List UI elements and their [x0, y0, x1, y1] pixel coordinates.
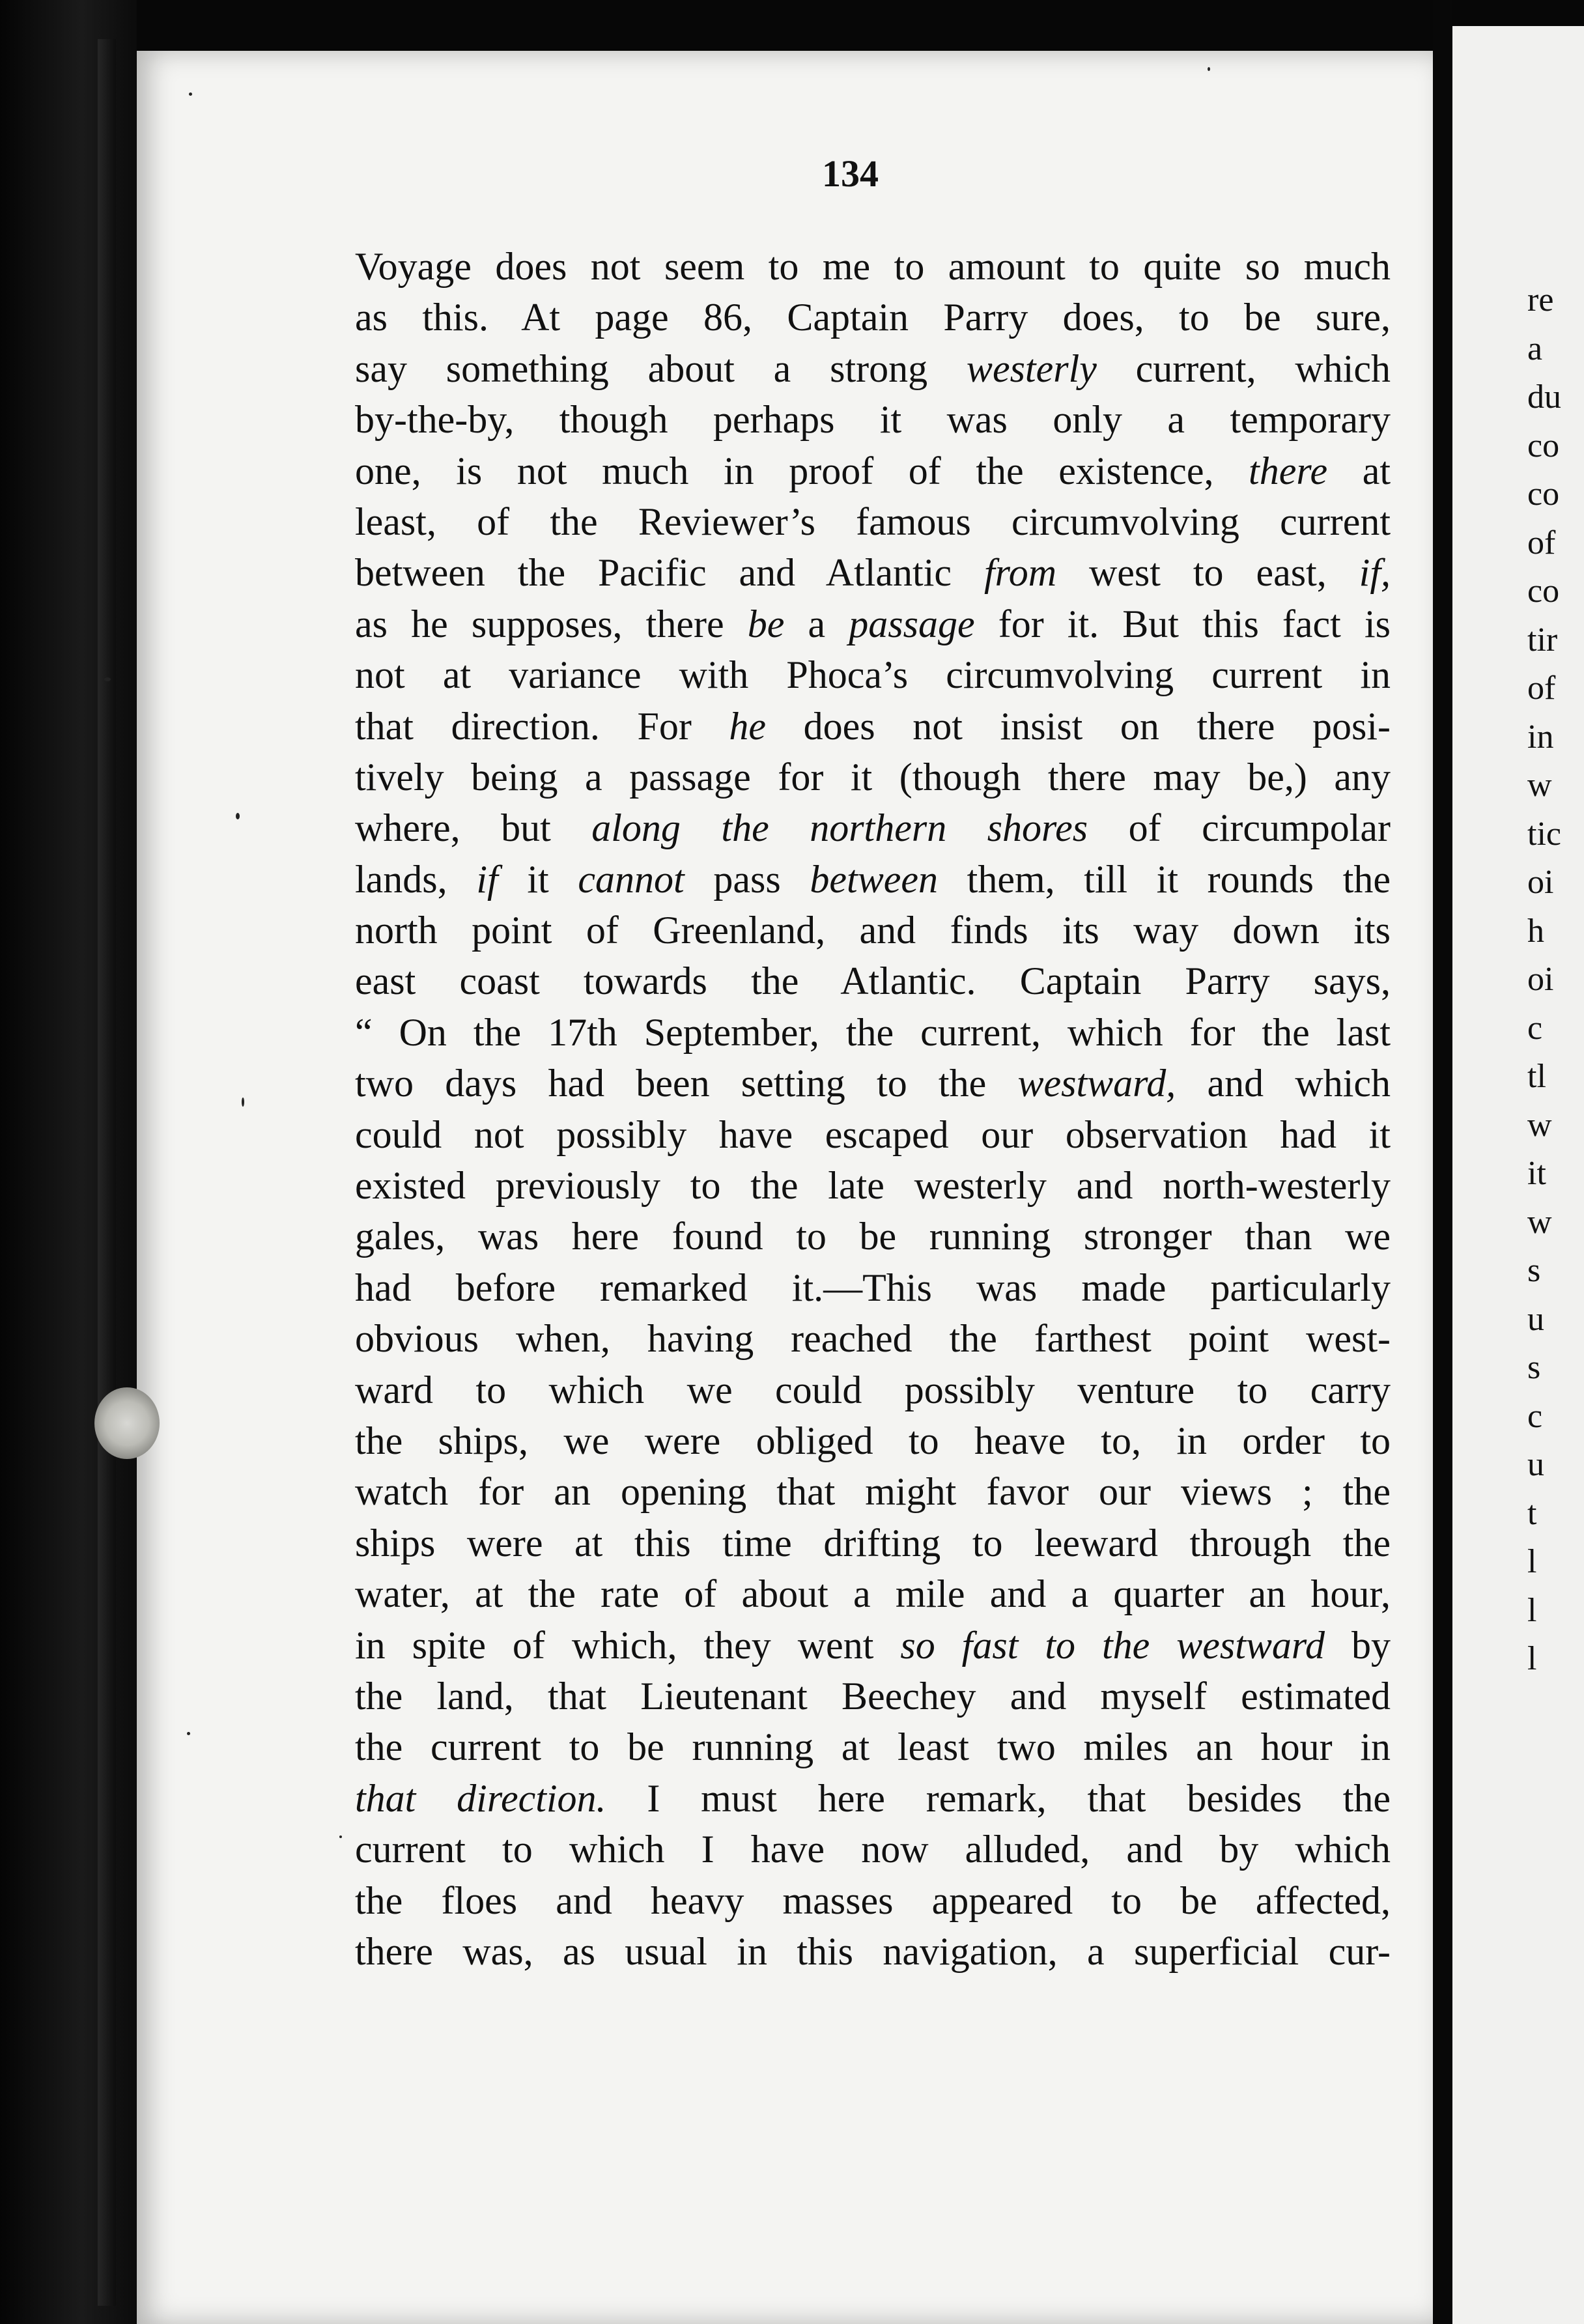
text-line: [355, 1058, 1391, 1109]
facing-page-line: a: [1527, 330, 1543, 367]
facing-page-line: co: [1527, 475, 1560, 513]
text-line: [355, 1007, 1391, 1058]
text-line: [355, 956, 1391, 1006]
italic-text: from: [983, 551, 1057, 595]
text-line: [355, 701, 1391, 752]
text-line: [355, 446, 1391, 496]
text-line: [355, 1211, 1391, 1262]
italic-text: if,: [1359, 551, 1391, 595]
text-segment: existed previously to the late westerly and north-westerly: [355, 1164, 1391, 1208]
binding-edge: [98, 39, 116, 2306]
page-number: 134: [822, 152, 879, 195]
text-line: [355, 496, 1391, 547]
text-segment: west to east,: [1056, 551, 1359, 595]
text-segment: current to which I have now alluded, and by which: [355, 1828, 1391, 1871]
text-segment: “ On the 17th September, the current, which for the last: [355, 1010, 1391, 1054]
text-segment: the ships, we were obliged to heave to, in order to: [355, 1419, 1391, 1462]
facing-page-line: of: [1527, 524, 1556, 561]
text-line: [355, 1671, 1391, 1722]
italic-text: between: [810, 857, 938, 901]
text-segment: as he supposes, there: [355, 602, 748, 645]
italic-text: be: [747, 602, 785, 645]
text-segment: between the Pacific and Atlantic: [355, 551, 984, 595]
italic-text: cannot: [578, 857, 685, 901]
facing-page-line: t: [1527, 1494, 1537, 1532]
text-line: [355, 1518, 1391, 1568]
text-segment: watch for an opening that might favor our views ; the: [355, 1470, 1391, 1514]
text-line: [355, 1365, 1391, 1415]
text-segment: current, which: [1096, 347, 1391, 390]
page-speck: [236, 813, 240, 819]
italic-text: that direction.: [355, 1776, 606, 1820]
text-line: [355, 1926, 1391, 1977]
facing-page-line: l: [1527, 1640, 1537, 1677]
page-stain: [94, 1387, 160, 1459]
text-line: [355, 1466, 1391, 1517]
text-segment: least, of the Reviewer’s famous circumvolving current: [355, 500, 1391, 543]
text-segment: ward to which we could possibly venture to carry: [355, 1368, 1391, 1411]
italic-text: westward,: [1017, 1062, 1176, 1105]
text-segment: lands,: [355, 857, 477, 901]
text-line: [355, 1824, 1391, 1875]
italic-text: if: [476, 857, 498, 901]
italic-text: there: [1249, 449, 1328, 492]
text-segment: the land, that Lieutenant Beechey and myself estimated: [355, 1674, 1391, 1718]
text-line: [355, 1722, 1391, 1772]
text-segment: does not insist on there posi-: [766, 704, 1391, 748]
page-gutter: [1433, 0, 1452, 2324]
facing-page-line: tir: [1527, 621, 1558, 659]
facing-page-line: tic: [1527, 815, 1561, 853]
text-line: [355, 1568, 1391, 1619]
facing-page-line: c: [1527, 1009, 1543, 1047]
text-line: [355, 1415, 1391, 1466]
italic-text: along the northern shores: [591, 806, 1088, 850]
text-segment: gales, was here found to be running stronger than we: [355, 1215, 1391, 1258]
text-line: [355, 1262, 1391, 1313]
page-speck: [339, 1835, 342, 1838]
text-segment: water, at the rate of about a mile and a quarter an hour,: [355, 1572, 1391, 1616]
text-segment: the floes and heavy masses appeared to be affected,: [355, 1878, 1391, 1922]
facing-page-line: oi: [1527, 961, 1554, 998]
facing-page-line: oi: [1527, 864, 1554, 901]
facing-page-line: of: [1527, 670, 1556, 707]
text-line: [355, 343, 1391, 394]
text-segment: by-the-by, though perhaps it was only a temporary: [355, 398, 1391, 442]
facing-page-line: l: [1527, 1591, 1537, 1629]
text-line: [355, 1875, 1391, 1926]
text-segment: and which: [1176, 1062, 1391, 1105]
facing-page-line: co: [1527, 427, 1560, 464]
text-segment: for it. But this fact is: [974, 602, 1391, 645]
text-segment: pass: [684, 857, 810, 901]
text-segment: of circumpolar: [1088, 806, 1391, 850]
text-segment: one, is not much in proof of the existence,: [355, 449, 1249, 492]
text-segment: east coast towards the Atlantic. Captain Parry says,: [355, 959, 1391, 1003]
facing-page-line: c: [1527, 1397, 1543, 1435]
text-line: [355, 752, 1391, 802]
text-line: [355, 599, 1391, 649]
facing-page-line: in: [1527, 718, 1554, 756]
facing-page-line: s: [1527, 1349, 1541, 1386]
text-line: [355, 292, 1391, 343]
page-speck: [1208, 67, 1210, 71]
facing-page: [1452, 26, 1584, 2324]
text-segment: it: [498, 857, 578, 901]
text-line: [355, 905, 1391, 956]
text-segment: where, but: [355, 806, 592, 850]
text-line: [355, 1620, 1391, 1671]
text-line: [355, 1773, 1391, 1824]
text-segment: a: [784, 602, 849, 645]
page-speck: [242, 1098, 244, 1107]
page-speck: [189, 92, 192, 96]
text-line: [355, 649, 1391, 700]
text-line: [355, 394, 1391, 445]
text-segment: not at variance with Phoca’s circumvolving current in: [355, 653, 1391, 697]
text-segment: say something about a strong: [355, 347, 967, 390]
text-line: [355, 802, 1391, 853]
facing-page-line: re: [1527, 281, 1554, 319]
book-binding: [0, 0, 137, 2324]
text-segment: ships were at this time drifting to leeward through the: [355, 1521, 1391, 1565]
text-segment: at: [1327, 449, 1391, 492]
italic-text: so fast to the westward: [900, 1623, 1325, 1667]
facing-page-line: s: [1527, 1252, 1541, 1289]
facing-page-line: w: [1527, 1203, 1552, 1241]
text-segment: by: [1325, 1623, 1391, 1667]
text-line: [355, 547, 1391, 598]
text-segment: there was, as usual in this navigation, a superficial cur-: [355, 1929, 1391, 1973]
text-segment: two days had been setting to the: [355, 1062, 1018, 1105]
text-segment: north point of Greenland, and finds its way down its: [355, 909, 1391, 952]
facing-page-line: u: [1527, 1446, 1544, 1483]
text-segment: the current to be running at least two miles an hour in: [355, 1725, 1391, 1769]
page-body-text: [355, 241, 1391, 1977]
text-line: [355, 854, 1391, 905]
text-segment: obvious when, having reached the farthest point west-: [355, 1317, 1391, 1361]
facing-page-line: w: [1527, 1106, 1552, 1144]
facing-page-line: it: [1527, 1155, 1546, 1192]
text-segment: I must here remark, that besides the: [606, 1776, 1391, 1820]
facing-page-line: du: [1527, 378, 1561, 416]
text-segment: had before remarked it.—This was made particularly: [355, 1266, 1391, 1309]
facing-page-line: tl: [1527, 1058, 1546, 1095]
text-segment: could not possibly have escaped our observation had it: [355, 1112, 1391, 1156]
text-segment: them, till it rounds the: [937, 857, 1391, 901]
text-line: [355, 241, 1391, 292]
text-segment: Voyage does not seem to me to amount to quite so much: [355, 245, 1391, 288]
text-segment: in spite of which, they went: [355, 1623, 901, 1667]
facing-page-line: w: [1527, 767, 1552, 804]
italic-text: passage: [849, 602, 975, 645]
italic-text: westerly: [966, 347, 1097, 390]
page-speck: [104, 677, 111, 681]
facing-page-line: l: [1527, 1543, 1537, 1580]
facing-page-line: u: [1527, 1300, 1544, 1338]
text-line: [355, 1109, 1391, 1160]
italic-text: he: [729, 704, 767, 748]
text-segment: as this. At page 86, Captain Parry does, to be sure,: [355, 296, 1391, 339]
facing-page-line: co: [1527, 573, 1560, 610]
text-segment: tively being a passage for it (though there may be,) any: [355, 755, 1391, 799]
text-line: [355, 1160, 1391, 1211]
text-segment: that direction. For: [355, 704, 729, 748]
facing-page-line: h: [1527, 912, 1544, 950]
page-speck: [187, 1732, 190, 1735]
text-line: [355, 1313, 1391, 1364]
